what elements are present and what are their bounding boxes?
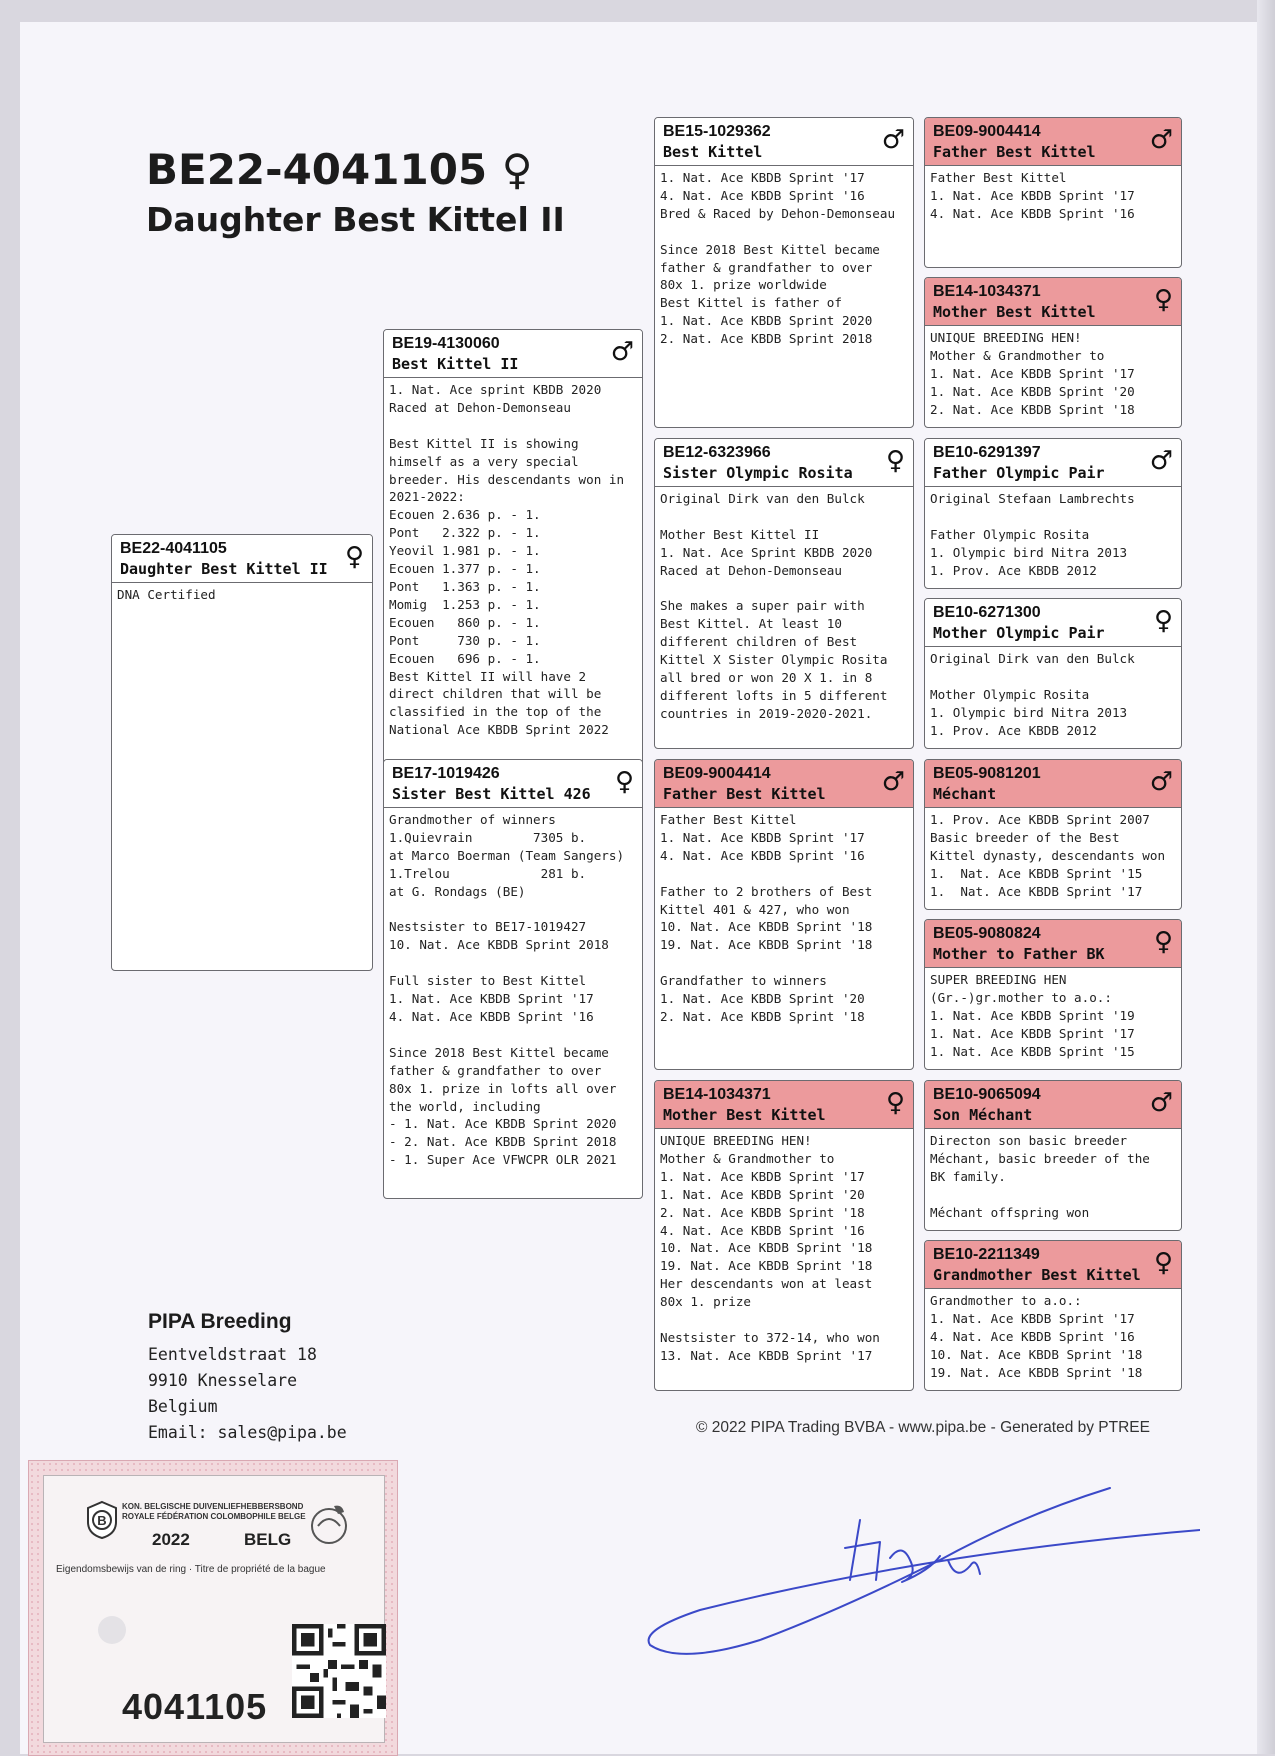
card-mfm (924, 919, 1182, 1070)
card-fff (924, 117, 1182, 268)
ring-year: 2022 (152, 1530, 190, 1549)
ring-ownership-label: Eigendomsbewijs van de ring · Titre de propriété de la bague (56, 1564, 326, 1575)
title-ring-number: BE22-4041105 (146, 145, 488, 194)
card-notes: UNIQUE BREEDING HEN! Mother & Grandmother to 1. Nat. Ace KBDB Sprint '17 1. Nat. Ace KBDB Sprint '20 2. Nat. Ace KBDB Sprint '18 4. Nat. Ace KBDB Sprint '16 10. Nat. Ace KBDB Sprint '18 19. Nat. Ace KBDB Sprint '18 Her descendants won at least 80x 1. prize Nestsister to 372-14, who won 13. Nat. Ace KBDB Sprint '17 (660, 1133, 880, 1363)
federation-logo-icon (84, 1500, 120, 1540)
pigeon-name: Father Best Kittel (663, 785, 826, 803)
card-notes: UNIQUE BREEDING HEN! Mother & Grandmother to 1. Nat. Ace KBDB Sprint '17 1. Nat. Ace KBDB Sprint '20 2. Nat. Ace KBDB Sprint '18 (930, 330, 1135, 417)
ring-number: BE19-4130060 (392, 335, 500, 352)
card-header (925, 920, 1181, 968)
pigeon-name: Mother Best Kittel (663, 1106, 826, 1124)
breeder-email: Email: sales@pipa.be (148, 1423, 347, 1442)
card-notes: DNA Certified (117, 587, 216, 602)
card-notes: 1. Nat. Ace sprint KBDB 2020 Raced at Dehon-Demonseau Best Kittel II is showing himself as a very special breeder. His descendants won in 2021-2022: Ecouen 2.636 p. - 1. Pont 2.322 p. - 1. Yeovil 1.981 p. - 1. Ecouen 1.377 p. - 1. Pont 1.363 p. - 1. Momig 1.253 p. - 1. Ecouen 860 p. - 1. Pont 730 p. - 1. Ecouen 696 p. - 1. Best Kittel II will have 2 direct children that will be classified in the top of the National Ace KBDB Sprint 2022 (389, 382, 625, 738)
copyright-footer: © 2022 PIPA Trading BVBA - www.pipa.be - Generated by PTREE (696, 1419, 1150, 1436)
male-icon: ♂ (1149, 767, 1173, 797)
pigeon-name: Sister Olympic Rosita (663, 464, 853, 482)
card-ffm (924, 277, 1182, 428)
female-icon: ♀ (1153, 1248, 1173, 1278)
pigeon-name: Son Méchant (933, 1106, 1033, 1124)
card-header (925, 760, 1181, 808)
ring-number: BE22-4041105 (120, 540, 227, 557)
pigeon-name: Mother Olympic Pair (933, 624, 1105, 642)
card-notes: Original Dirk van den Bulck Mother Best Kittel II 1. Nat. Ace Sprint KBDB 2020 Raced at Dehon-Demonseau She makes a super pair with Best Kittel. At least 10 different children of Best Kittel X Sister Olympic Rosita all bred or won 20 X 1. in 8 different lofts in 5 different countries in 2019-2020-2021. (660, 491, 888, 721)
breeder-street: Eentveldstraat 18 (148, 1345, 317, 1364)
female-icon: ♀ (614, 767, 634, 797)
card-mmf (924, 1080, 1182, 1231)
card-father-mother (654, 438, 914, 749)
pigeon-name: Grandmother Best Kittel (933, 1266, 1141, 1284)
pigeon-name: Father Olympic Pair (933, 464, 1105, 482)
ring-number: BE15-1029362 (663, 123, 771, 140)
card-header (112, 535, 372, 583)
female-icon: ♀ (885, 446, 905, 476)
card-header (384, 330, 642, 378)
pigeon-name: Father Best Kittel (933, 143, 1096, 161)
card-father (383, 329, 643, 769)
card-subject (111, 534, 373, 971)
title-pigeon-name: Daughter Best Kittel II (146, 200, 565, 239)
card-header (655, 439, 913, 487)
breeder-city: 9910 Knesselare (148, 1371, 298, 1390)
ring-number: BE10-9065094 (933, 1086, 1041, 1103)
paper-edge (1257, 0, 1275, 1754)
card-header (925, 1241, 1181, 1289)
ring-number-large: 4041105 (122, 1686, 268, 1727)
ring-number: BE10-6291397 (933, 444, 1041, 461)
female-icon: ♀ (1153, 285, 1173, 315)
breeder-country: Belgium (148, 1397, 218, 1416)
card-header (925, 439, 1181, 487)
male-icon: ♂ (1149, 1088, 1173, 1118)
pigeon-name: Méchant (933, 785, 997, 803)
ring-number: BE09-9004414 (663, 765, 771, 782)
ring-number: BE14-1034371 (933, 283, 1041, 300)
card-notes: Grandmother of winners 1.Quievrain 7305 b. at Marco Boerman (Team Sangers) 1.Trelou 281 b. at G. Rondags (BE) Nestsister to BE17-1019427 10. Nat. Ace KBDB Sprint 2018 Full sister to Best Kittel 1. Nat. Ace KBDB Sprint '17 4. Nat. Ace KBDB Sprint '16 Since 2018 Best Kittel became father & grandfather to over 80x 1. prize in lofts all over the world, including - 1. Nat. Ace KBDB Sprint 2020 - 2. Nat. Ace KBDB Sprint 2018 - 1. Super Ace VFWCPR OLR 2021 (389, 812, 625, 1168)
breeder-address (148, 1310, 347, 1446)
pigeon-name: Mother Best Kittel (933, 303, 1096, 321)
ring-number: BE09-9004414 (933, 123, 1041, 140)
male-icon: ♂ (1149, 446, 1173, 476)
male-icon: ♂ (1149, 125, 1173, 155)
ring-number: BE05-9080824 (933, 925, 1041, 942)
card-notes: SUPER BREEDING HEN (Gr.-)gr.mother to a.o.: 1. Nat. Ace KBDB Sprint '19 1. Nat. Ace KBDB Sprint '17 1. Nat. Ace KBDB Sprint '15 (930, 972, 1135, 1059)
card-notes: Grandmother to a.o.: 1. Nat. Ace KBDB Sprint '17 4. Nat. Ace KBDB Sprint '16 10. Nat. Ace KBDB Sprint '18 19. Nat. Ace KBDB Sprint '18 (930, 1293, 1143, 1380)
card-notes: Directon son basic breeder Méchant, basic breeder of the BK family. Méchant offspring won (930, 1133, 1150, 1220)
female-icon: ♀ (885, 1088, 905, 1118)
card-header (925, 278, 1181, 326)
card-notes: Original Dirk van den Bulck Mother Olympic Rosita 1. Olympic bird Nitra 2013 1. Prov. Ace KBDB 2012 (930, 651, 1135, 738)
card-mmm (924, 1240, 1182, 1391)
female-icon: ♀ (501, 145, 533, 194)
card-notes: 1. Prov. Ace KBDB Sprint 2007 Basic breeder of the Best Kittel dynasty, descendants won 1. Nat. Ace KBDB Sprint '15 1. Nat. Ace KBDB Sprint '17 (930, 812, 1166, 899)
card-mother-father (654, 759, 914, 1070)
card-header (925, 599, 1181, 647)
pigeon-name: Sister Best Kittel 426 (392, 785, 591, 803)
ring-country: BELG (244, 1530, 292, 1549)
federation-name-fr: ROYALE FÉDÉRATION COLOMBOPHILE BELGE (122, 1512, 306, 1521)
pigeon-name: Mother to Father BK (933, 945, 1105, 963)
federation-name-nl: KON. BELGISCHE DUIVENLIEFHEBBERSBOND (122, 1502, 304, 1511)
card-father-father (654, 117, 914, 428)
ring-card-inner (43, 1475, 385, 1743)
card-fmm (924, 598, 1182, 749)
male-icon: ♂ (610, 337, 634, 367)
card-header (655, 1081, 913, 1129)
ring-number: BE12-6323966 (663, 444, 771, 461)
breeder-name: PIPA Breeding (148, 1310, 292, 1333)
card-header (655, 760, 913, 808)
ring-ownership-card (28, 1460, 398, 1756)
female-icon: ♀ (344, 542, 364, 572)
page-title (146, 146, 565, 240)
ring-number: BE17-1019426 (392, 765, 500, 782)
card-mother-mother (654, 1080, 914, 1391)
ring-number: BE10-6271300 (933, 604, 1041, 621)
card-notes: 1. Nat. Ace KBDB Sprint '17 4. Nat. Ace KBDB Sprint '16 Bred & Raced by Dehon-Demonseau Since 2018 Best Kittel became father & grandfather to over 80x 1. prize worldwide Best Kittel is father of 1. Nat. Ace KBDB Sprint 2020 2. Nat. Ace KBDB Sprint 2018 (660, 170, 896, 347)
card-header (925, 1081, 1181, 1129)
card-notes: Original Stefaan Lambrechts Father Olympic Rosita 1. Olympic bird Nitra 2013 1. Prov. Ace KBDB 2012 (930, 491, 1135, 578)
ring-number: BE05-9081201 (933, 765, 1041, 782)
card-notes: Father Best Kittel 1. Nat. Ace KBDB Sprint '17 4. Nat. Ace KBDB Sprint '16 (930, 170, 1135, 221)
pigeon-name: Daughter Best Kittel II (120, 560, 328, 578)
card-header (655, 118, 913, 166)
qr-code-icon (292, 1624, 386, 1718)
male-icon: ♂ (881, 125, 905, 155)
card-mff (924, 759, 1182, 910)
female-icon: ♀ (1153, 606, 1173, 636)
female-icon: ♀ (1153, 927, 1173, 957)
card-mother (383, 759, 643, 1199)
pigeon-name: Best Kittel II (392, 355, 519, 373)
card-header (384, 760, 642, 808)
svg-text:B: B (97, 1513, 107, 1528)
pigeon-emblem-icon (304, 1500, 354, 1546)
card-header (925, 118, 1181, 166)
signature (640, 1470, 1200, 1670)
pigeon-name: Best Kittel (663, 143, 763, 161)
card-fmf (924, 438, 1182, 589)
card-notes: Father Best Kittel 1. Nat. Ace KBDB Sprint '17 4. Nat. Ace KBDB Sprint '16 Father to 2 brothers of Best Kittel 401 & 427, who won 10. Nat. Ace KBDB Sprint '18 19. Nat. Ace KBDB Sprint '18 Grandfather to winners 1. Nat. Ace KBDB Sprint '20 2. Nat. Ace KBDB Sprint '18 (660, 812, 873, 1024)
ring-number: BE14-1034371 (663, 1086, 771, 1103)
ring-number: BE10-2211349 (933, 1246, 1040, 1263)
male-icon: ♂ (881, 767, 905, 797)
card-hole (98, 1616, 126, 1644)
